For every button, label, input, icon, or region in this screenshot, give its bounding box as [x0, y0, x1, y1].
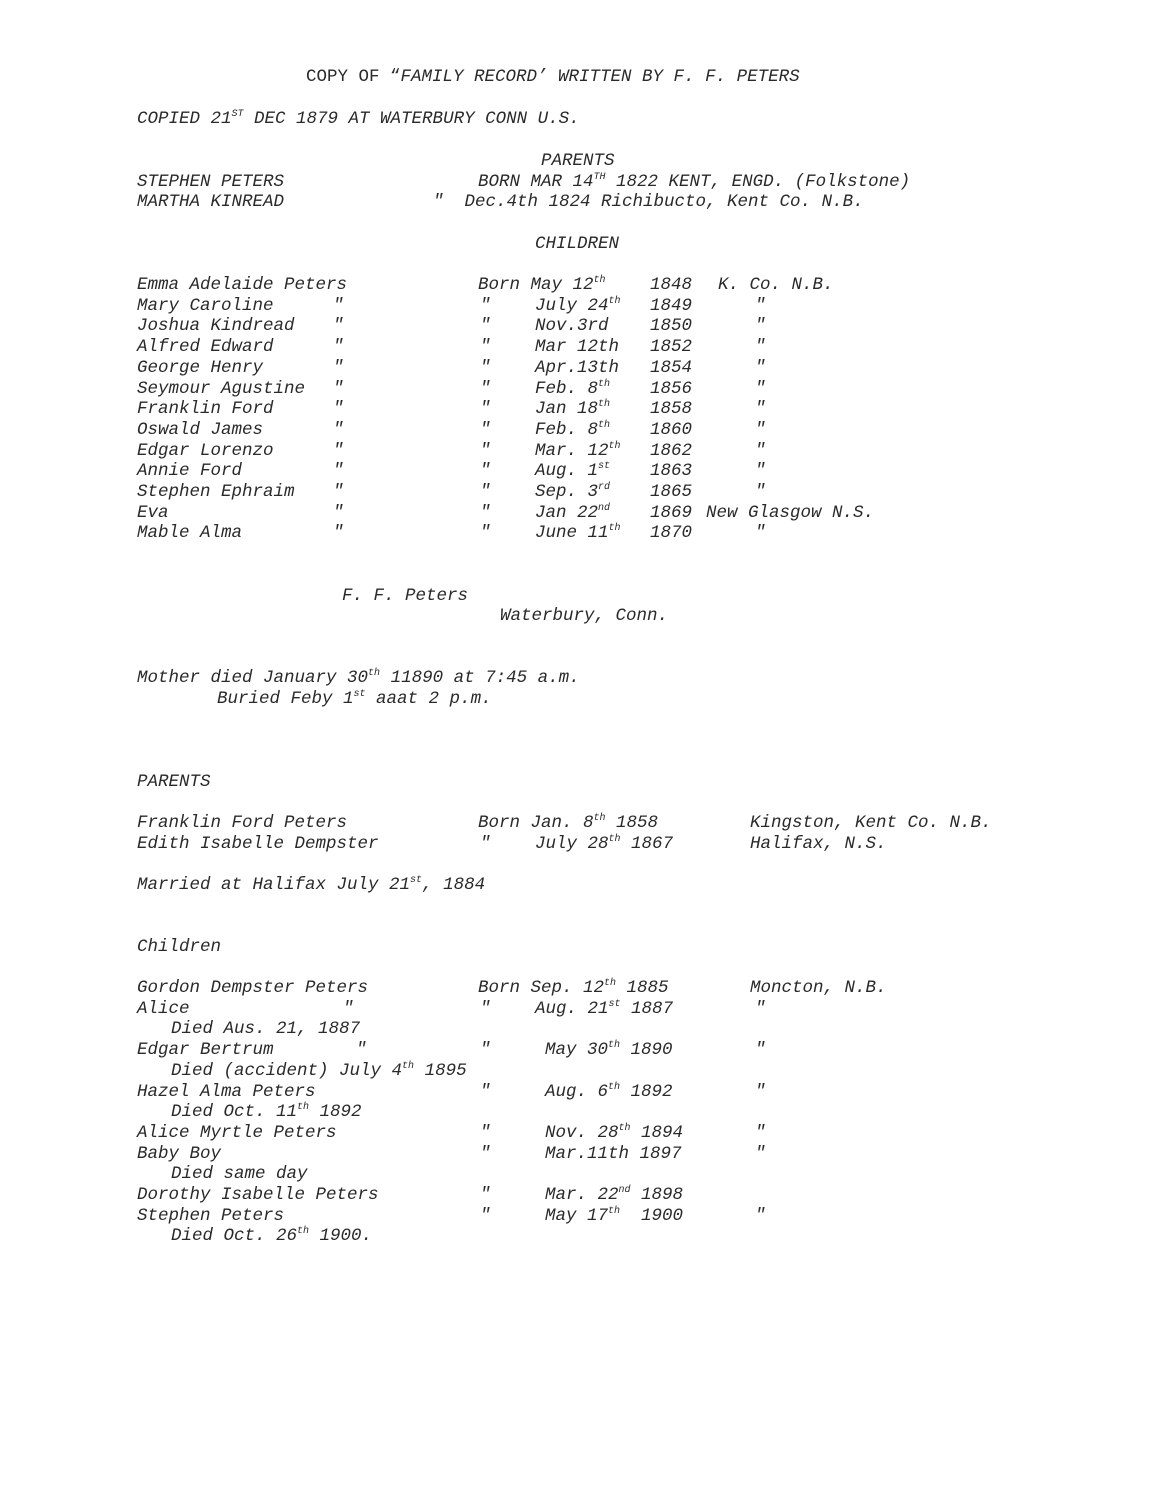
ditto-mark: " — [333, 502, 344, 523]
married-text-end: , 1884 — [422, 875, 486, 895]
parent-birth: " Dec.4th 1824 Richibucto, Kent Co. N.B. — [433, 192, 864, 212]
child-birth-day — [535, 295, 621, 316]
birth-year: 1865 — [650, 482, 693, 502]
birth-text: Nov. 28 — [545, 1122, 619, 1143]
ditto-mark: " — [480, 834, 491, 854]
ditto-mark: " — [333, 295, 344, 316]
parent-name: Franklin Ford Peters — [137, 813, 348, 833]
birth-sup: th — [618, 1122, 631, 1134]
birth-text: BORN MAR 14 — [478, 172, 594, 192]
death-note-text: Died same day — [171, 1164, 308, 1185]
birth-place: " — [755, 399, 766, 420]
birth-place: " — [755, 1143, 766, 1164]
birth-place: " — [755, 482, 766, 502]
child-birth — [478, 980, 669, 998]
birth-text: Mar.11th 1897 — [545, 1143, 682, 1164]
ditto-mark: " — [480, 337, 491, 358]
birth-day: Apr.13th — [535, 357, 620, 378]
death-note — [171, 1104, 362, 1122]
child-name: Mable Alma — [137, 523, 243, 544]
child-birth-day — [535, 357, 620, 378]
children-heading: CHILDREN — [535, 234, 620, 254]
death-note-text: Died Oct. 26 — [171, 1226, 298, 1247]
birth-text: Born Sep. 12 — [478, 978, 605, 998]
birth-place: " — [755, 1205, 766, 1226]
birth-sup: th — [593, 275, 606, 286]
parent-place: Kingston, Kent Co. N.B. — [750, 813, 992, 833]
birth-place: " — [755, 295, 766, 316]
copied-text: COPIED 21 — [137, 109, 232, 129]
ditto-mark: " — [480, 378, 491, 399]
child-birth — [480, 378, 491, 399]
birth-year: 1854 — [650, 357, 693, 378]
birth-place: " — [755, 378, 766, 399]
parent-name: MARTHA KINREAD — [137, 192, 285, 212]
parents-heading: PARENTS — [541, 151, 615, 171]
birth-sup: th — [598, 399, 611, 411]
birth-sup: th — [608, 295, 621, 307]
child-name: Gordon Dempster Peters — [137, 978, 369, 998]
ditto-mark: " — [480, 1205, 491, 1226]
married-line — [137, 877, 485, 895]
ditto-mark: " — [480, 295, 491, 316]
ditto-mark: " — [480, 1122, 491, 1143]
death-note-text: Died (accident) July 4 — [171, 1060, 403, 1081]
birth-text: May 30 — [545, 1040, 609, 1061]
child-birth — [545, 1205, 684, 1226]
birth-day: Sep. 3 — [535, 482, 599, 502]
child-name: Dorothy Isabelle Peters — [137, 1185, 379, 1205]
birth-text-end: 1822 KENT, ENGD. (Folkstone) — [605, 172, 911, 192]
birth-place: " — [755, 998, 766, 1019]
ditto-mark: " — [333, 399, 344, 420]
child-birth — [480, 318, 491, 336]
birth-place: " — [755, 440, 766, 461]
child-birth — [480, 525, 491, 543]
child-birth — [480, 484, 491, 502]
parent-birth — [478, 174, 910, 192]
ditto-mark: " — [480, 461, 491, 482]
ditto-mark: " — [333, 482, 344, 502]
birth-year: 1856 — [650, 378, 693, 399]
ditto-mark: " — [480, 998, 491, 1019]
death-note-text: Died Oct. 11 — [171, 1102, 298, 1123]
child-birth-day — [535, 378, 611, 399]
birth-sup: st — [598, 461, 611, 473]
death-note-sup: th — [297, 1226, 310, 1238]
child-name: Mary Caroline — [137, 295, 274, 316]
ditto-mark: " — [480, 482, 491, 502]
birth-text-end: 1858 — [605, 813, 659, 833]
child-name: Alice — [137, 998, 190, 1019]
death-note-text-end: 1892 — [309, 1102, 362, 1123]
child-birth — [480, 339, 491, 357]
ditto-mark: " — [356, 1040, 367, 1061]
ditto-mark: " — [333, 357, 344, 378]
child-name: Stephen Peters — [137, 1205, 285, 1226]
child-birth-day — [535, 318, 609, 336]
birth-sup: th — [608, 1205, 621, 1217]
mother-died-text-end: 11890 at 7:45 a.m. — [380, 668, 580, 688]
parent-place: Halifax, N.S. — [750, 834, 887, 854]
buried-sup: st — [353, 689, 366, 700]
ditto-mark: " — [480, 502, 491, 523]
birth-text: Born Jan. 8 — [478, 813, 594, 833]
children-heading: Children — [137, 937, 222, 957]
child-birth — [545, 1122, 684, 1143]
birth-year: 1848 — [650, 275, 693, 295]
birth-text: Mar. 22 — [545, 1185, 619, 1205]
parents-heading: PARENTS — [137, 772, 211, 792]
child-name: Joshua Kindread — [137, 316, 295, 337]
birth-text: Aug. 6 — [545, 1081, 609, 1102]
birth-year: 1869 — [650, 502, 693, 523]
birth-place: " — [755, 1081, 766, 1102]
buried-text-end: aaat 2 p.m. — [365, 689, 492, 709]
birth-day: Aug. 1 — [535, 461, 599, 482]
birth-sup: rd — [598, 482, 611, 493]
birth-day: Feb. 8 — [535, 378, 599, 399]
ditto-mark: " — [333, 461, 344, 482]
title-prefix: COPY OF “ — [306, 67, 401, 87]
child-name: Alfred Edward — [137, 337, 274, 358]
death-note-sup: th — [297, 1102, 310, 1114]
signature-place: Waterbury, Conn. — [500, 606, 669, 626]
birth-sup: th — [608, 1081, 621, 1093]
buried-text: Buried Feby 1 — [217, 689, 354, 709]
ditto-mark: " — [480, 399, 491, 420]
child-birth — [480, 401, 491, 419]
birth-place: Moncton, N.B. — [750, 978, 887, 998]
birth-sup: th — [604, 978, 617, 989]
ditto-mark: " — [480, 523, 491, 544]
birth-place: " — [755, 461, 766, 482]
birth-prefix: Born May — [478, 275, 563, 295]
ditto-mark: " — [333, 378, 344, 399]
birth-sup: th — [598, 419, 611, 431]
birth-text-end: 1892 — [620, 1081, 673, 1102]
child-birth-day — [535, 502, 611, 523]
birth-sup: th — [608, 440, 621, 452]
death-note-text-end: 1900. — [309, 1226, 373, 1247]
birth-place: " — [755, 337, 766, 358]
birth-text-end: 1900 — [620, 1205, 684, 1226]
parent-name: STEPHEN PETERS — [137, 172, 285, 192]
birth-sup: th — [598, 378, 611, 390]
birth-day: Jan 22 — [535, 502, 599, 523]
child-name: Alice Myrtle Peters — [137, 1122, 337, 1143]
birth-year: 1860 — [650, 419, 693, 440]
birth-year: 1852 — [650, 337, 693, 358]
child-name: Annie Ford — [137, 461, 243, 482]
parent-birth — [535, 836, 673, 854]
child-birth-day — [535, 463, 610, 481]
married-sup: st — [410, 875, 423, 886]
birth-text-end: 1887 — [620, 998, 674, 1019]
child-name: Edgar Lorenzo — [137, 440, 274, 461]
child-birth-day — [535, 401, 610, 419]
parent-birth — [478, 815, 658, 833]
child-birth-day — [535, 484, 610, 502]
child-birth — [478, 277, 606, 295]
child-birth — [480, 357, 491, 378]
document-title — [306, 69, 800, 87]
birth-sup: th — [608, 523, 621, 535]
child-birth-day — [535, 525, 621, 543]
birth-year: 1858 — [650, 399, 693, 420]
child-birth — [535, 998, 674, 1019]
ditto-mark: " — [333, 523, 344, 544]
ditto-mark: " — [480, 316, 491, 337]
copied-text-end: DEC 1879 AT WATERBURY CONN U.S. — [243, 109, 580, 129]
birth-day: Nov.3rd — [535, 316, 609, 337]
birth-place: New Glasgow N.S. — [706, 502, 875, 523]
child-birth — [545, 1081, 673, 1102]
child-birth — [545, 1143, 682, 1164]
birth-place: " — [755, 523, 766, 544]
birth-sup: th — [608, 1040, 621, 1052]
mother-died-line — [137, 670, 580, 688]
married-text: Married at Halifax July 21 — [137, 875, 411, 895]
birth-text-end: 1898 — [630, 1185, 684, 1205]
child-birth-day — [535, 440, 621, 461]
child-birth — [480, 419, 491, 440]
birth-sup: th — [608, 834, 621, 845]
child-name: Franklin Ford — [137, 399, 274, 420]
birth-text-end: 1894 — [630, 1122, 684, 1143]
child-birth — [545, 1042, 673, 1060]
birth-place: " — [755, 316, 766, 337]
death-note-sup: th — [402, 1060, 415, 1072]
child-name: Edgar Bertrum — [137, 1040, 274, 1061]
death-note — [171, 1166, 308, 1184]
parent-name: Edith Isabelle Dempster — [137, 834, 379, 854]
ditto-mark: " — [480, 419, 491, 440]
child-birth — [545, 1187, 683, 1205]
birth-year: 1862 — [650, 440, 693, 461]
birth-day: Jan 18 — [535, 399, 599, 420]
birth-day: Feb. 8 — [535, 419, 599, 440]
ditto-mark: " — [480, 1040, 491, 1061]
birth-place: " — [755, 357, 766, 378]
mother-died-text: Mother died January 30 — [137, 668, 369, 688]
death-note — [171, 1021, 360, 1039]
buried-line — [217, 691, 492, 709]
birth-sup: nd — [618, 1185, 631, 1196]
birth-place: " — [755, 419, 766, 440]
copied-line — [137, 111, 580, 129]
ditto-mark: " — [480, 1185, 491, 1205]
birth-sup: st — [608, 998, 621, 1010]
ditto-mark: " — [333, 419, 344, 440]
child-birth-day — [535, 419, 611, 440]
ditto-mark: " — [480, 357, 491, 378]
child-name: Stephen Ephraim — [137, 482, 295, 502]
ditto-mark: " — [333, 316, 344, 337]
birth-sup: TH — [593, 172, 606, 183]
birth-year: 1850 — [650, 316, 693, 337]
ditto-mark: " — [343, 998, 354, 1019]
birth-place: " — [755, 1040, 766, 1061]
birth-place: K. Co. N.B. — [718, 275, 834, 295]
birth-day: Mar 12th — [535, 337, 620, 358]
child-name: George Henry — [137, 357, 264, 378]
death-note-text-end: 1895 — [414, 1060, 467, 1081]
child-name: Hazel Alma Peters — [137, 1081, 316, 1102]
death-note — [171, 1060, 467, 1081]
birth-text-end: 1885 — [616, 978, 669, 998]
birth-sup: nd — [598, 502, 611, 514]
child-birth-day — [535, 339, 619, 357]
death-note-text: Died Aus. 21, 1887 — [171, 1019, 361, 1040]
child-birth — [480, 463, 491, 481]
birth-day: June 11 — [535, 523, 609, 544]
signature-name: F. F. Peters — [342, 586, 469, 606]
child-name: Baby Boy — [137, 1143, 222, 1164]
birth-day: July 24 — [535, 295, 609, 316]
ditto-mark: " — [480, 440, 491, 461]
child-birth — [480, 295, 491, 316]
ditto-mark: " — [333, 440, 344, 461]
copied-sup: ST — [231, 109, 244, 120]
birth-year: 1863 — [650, 461, 693, 482]
birth-sup: th — [593, 813, 606, 824]
birth-day: Mar. 12 — [535, 440, 609, 461]
child-birth — [480, 502, 491, 523]
birth-text-end: 1867 — [620, 834, 674, 854]
child-name: Seymour Agustine — [137, 378, 306, 399]
child-name: Emma Adelaide Peters — [137, 275, 348, 295]
child-birth — [480, 440, 491, 461]
mother-died-sup: th — [368, 668, 381, 679]
child-name: Oswald James — [137, 419, 264, 440]
birth-day: 12 — [572, 275, 594, 295]
birth-text: Aug. 21 — [535, 998, 609, 1019]
birth-year: 1870 — [650, 523, 693, 544]
birth-text: May 17 — [545, 1205, 609, 1226]
birth-place: " — [755, 1122, 766, 1143]
ditto-mark: " — [480, 1143, 491, 1164]
ditto-mark: " — [333, 337, 344, 358]
birth-text: July 28 — [535, 834, 609, 854]
birth-text-end: 1890 — [620, 1040, 673, 1061]
ditto-mark: " — [480, 1081, 491, 1102]
title-emphasis: FAMILY RECORD’ WRITTEN BY F. F. PETERS — [400, 67, 800, 87]
death-note — [171, 1228, 372, 1246]
child-name: Eva — [137, 502, 169, 523]
birth-year: 1849 — [650, 295, 693, 316]
